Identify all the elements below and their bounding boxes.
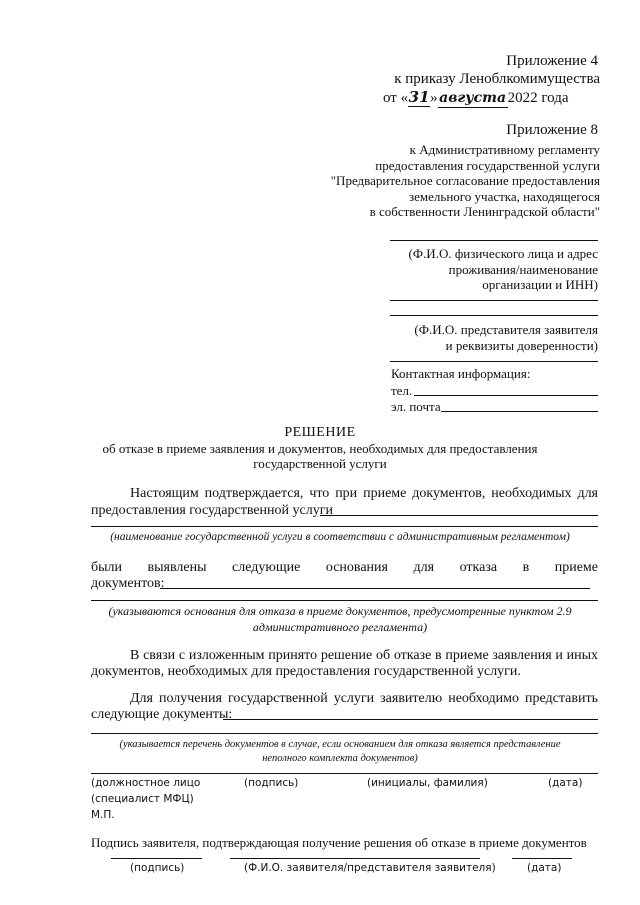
applicant-sign-label: (подпись) <box>130 862 185 874</box>
regulation-line: предоставления государственной услуги <box>375 157 600 173</box>
grounds-field[interactable] <box>160 588 590 589</box>
caption-line: проживания/наименование <box>448 261 598 277</box>
date-prefix: от « <box>383 90 409 106</box>
para4-line1: Для получения государственной услуги заявителю необходимо представить <box>130 691 598 706</box>
caption-line: организации и ИНН) <box>482 277 598 292</box>
applicant-date-label: (дата) <box>527 862 562 874</box>
para2-line1 <box>91 559 598 576</box>
word: для <box>413 560 435 575</box>
document-subtitle-1: об отказе в приеме заявления и документов, необходимых для предоставления <box>102 441 538 456</box>
hint-grounds-2: административного регламента) <box>252 620 428 634</box>
document-subtitle-2: государственной услуги <box>253 456 387 471</box>
applicant-name-label: (Ф.И.О. заявителя/представителя заявителя) <box>244 862 496 874</box>
representative-extra-line[interactable] <box>390 361 598 362</box>
service-name-field-2[interactable] <box>91 526 598 527</box>
official-position-label-2: (специалист МФЦ) <box>91 793 194 805</box>
official-initials-label: (инициалы, фамилия) <box>367 777 488 789</box>
stamp-label: М.П. <box>91 809 115 821</box>
regulation-line: земельного участка, находящегося <box>409 188 600 204</box>
para3-line1: В связи с изложенным принято решение об отказе в приеме заявления и иных <box>130 648 598 663</box>
service-name-field[interactable] <box>320 515 598 516</box>
regulation-line: в собственности Ленинградской области" <box>369 204 600 219</box>
regulation-line: "Предварительное согласование предоставления <box>330 173 600 188</box>
phone-field[interactable] <box>414 395 598 396</box>
documents-field-2[interactable] <box>91 733 598 734</box>
para3-line2: документов, необходимых для предоставления государственной услуги. <box>91 664 521 679</box>
caption-line: (Ф.И.О. физического лица и адрес <box>408 246 598 261</box>
hint-documents-2: неполного комплекта документов) <box>262 753 418 764</box>
date-year: 2022 года <box>507 90 569 106</box>
caption-line: (Ф.И.О. представителя заявителя <box>414 322 598 337</box>
representative-caption <box>358 322 598 353</box>
applicant-name-caption <box>358 246 598 293</box>
contact-label: Контактная информация: <box>391 366 531 381</box>
word: следующие <box>232 560 301 575</box>
document-title: РЕШЕНИЕ <box>284 425 356 440</box>
para1-line2: предоставления государственной услуги <box>91 503 333 518</box>
caption-line: и реквизиты доверенности) <box>445 337 598 353</box>
annex-8-label: Приложение 8 <box>506 122 598 138</box>
email-label: эл. почта <box>391 399 441 414</box>
documents-field[interactable] <box>223 719 598 720</box>
regulation-block <box>280 142 600 220</box>
word: основания <box>325 560 388 575</box>
applicant-date-line[interactable] <box>512 858 572 859</box>
applicant-name-line[interactable] <box>390 240 598 241</box>
email-field[interactable] <box>441 411 598 412</box>
word: в <box>522 560 530 575</box>
phone-label: тел. <box>391 383 413 398</box>
official-position-label: (должностное лицо <box>91 777 201 789</box>
applicant-statement: Подпись заявителя, подтверждающая получение решения об отказе в приеме документов <box>91 835 587 850</box>
applicant-extra-line[interactable] <box>390 300 598 301</box>
para4-line2: следующие документы: <box>91 707 233 722</box>
order-reference: к приказу Леноблкомимущества <box>394 71 600 87</box>
word: были <box>91 560 123 575</box>
grounds-field-2[interactable] <box>91 600 598 601</box>
official-sign-label: (подпись) <box>244 777 299 789</box>
order-date <box>383 88 608 108</box>
word: отказа <box>459 560 498 575</box>
applicant-sign-line[interactable] <box>111 858 202 859</box>
word: приеме <box>554 560 598 575</box>
official-date-label: (дата) <box>548 777 583 789</box>
representative-line[interactable] <box>390 315 598 316</box>
word: выявлены <box>147 560 207 575</box>
para1-line1: Настоящим подтверждается, что при приеме документов, необходимых для <box>130 486 598 501</box>
date-month-handwritten: августа <box>439 90 507 106</box>
hint-grounds-1: (указываются основания для отказа в приеме документов, предусмотренные пунктом 2.9 <box>108 604 572 618</box>
hint-service-name: (наименование государственной услуги в соответствии с административным регламентом) <box>110 531 570 543</box>
hint-documents-1: (указывается перечень документов в случае, если основанием для отказа является представление <box>119 739 561 750</box>
para2-line2: документов: <box>91 576 165 591</box>
regulation-line: к Административному регламенту <box>409 142 600 157</box>
official-signature-line[interactable] <box>91 773 598 774</box>
date-day-handwritten: 31 <box>408 88 430 106</box>
applicant-name-line-bottom[interactable] <box>230 858 480 859</box>
date-mid: » <box>430 90 438 106</box>
annex-4-label: Приложение 4 <box>506 53 598 69</box>
